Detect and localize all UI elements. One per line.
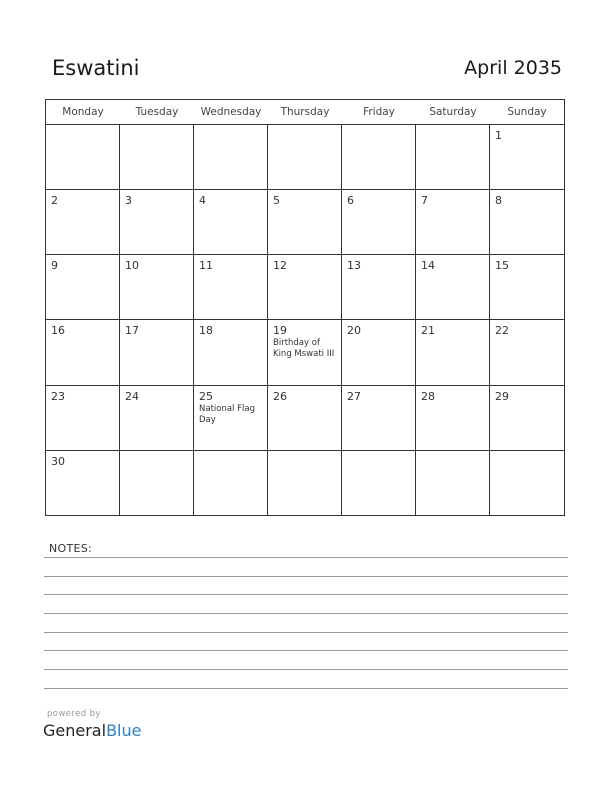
day-number: 20 [347,324,361,338]
weekday-label: Thursday [280,106,330,118]
day-cell[interactable] [342,125,416,190]
notes-label: NOTES: [49,542,93,555]
note-line [44,576,568,577]
note-line [44,632,568,633]
day-cell[interactable] [490,386,564,451]
day-number: 23 [51,389,65,403]
weekday-header [46,100,564,125]
day-number: 1 [495,129,502,142]
day-cell[interactable] [268,255,342,320]
brand-general: General [43,721,107,740]
weekday-label: Saturday [429,106,477,118]
day-cell[interactable] [342,386,416,451]
day-number: 26 [273,389,287,403]
holiday-label: National Flag Day [199,403,255,425]
day-number: 11 [199,259,213,273]
day-cell[interactable] [46,451,120,516]
day-cell[interactable] [194,320,268,385]
day-number: 21 [421,324,435,338]
note-line [44,594,568,595]
day-number: 15 [495,259,509,273]
day-cell[interactable] [268,125,342,190]
day-cell[interactable] [194,125,268,190]
generalblue-logo[interactable] [43,721,141,740]
weekday-label: Friday [363,106,395,118]
day-cell[interactable] [342,320,416,385]
weekday-label: Monday [62,106,104,118]
day-number: 7 [421,194,428,208]
day-cell[interactable] [416,386,490,451]
calendar-grid [45,99,565,516]
day-number: 2 [51,194,58,208]
day-cell[interactable] [416,451,490,516]
powered-by-text: powered by [47,709,101,719]
month-year-title: April 2035 [464,57,562,79]
weekday-label: Sunday [507,106,547,118]
day-number: 14 [421,259,435,273]
day-number: 13 [347,259,361,273]
day-number: 6 [347,194,354,208]
day-cell[interactable] [268,451,342,516]
day-number: 29 [495,389,509,403]
day-cell[interactable] [120,451,194,516]
day-number: 19 [273,324,287,338]
day-cell[interactable] [120,320,194,385]
day-cells [46,125,564,516]
day-cell[interactable] [490,451,564,516]
country-title: Eswatini [52,56,140,80]
note-line [44,669,568,670]
day-cell[interactable] [490,190,564,255]
day-number: 18 [199,324,213,338]
day-cell[interactable] [46,190,120,255]
day-cell[interactable] [490,255,564,320]
day-cell[interactable] [120,190,194,255]
day-number: 30 [51,454,65,468]
holiday-label: Birthday of King Mswati III [273,338,335,360]
day-cell[interactable] [120,255,194,320]
note-line [44,613,568,614]
day-cell[interactable] [194,451,268,516]
day-cell[interactable] [268,386,342,451]
day-cell[interactable] [268,320,342,385]
day-number: 27 [347,389,361,403]
day-number: 28 [421,389,435,403]
day-cell[interactable] [416,255,490,320]
day-cell[interactable] [416,320,490,385]
day-cell[interactable] [490,320,564,385]
day-number: 24 [125,389,139,403]
day-number: 4 [199,194,206,208]
note-line [44,688,568,689]
day-number: 16 [51,324,65,338]
weekday-label: Tuesday [135,106,179,118]
day-cell[interactable] [268,190,342,255]
day-cell[interactable] [194,255,268,320]
day-number: 8 [495,194,502,208]
day-cell[interactable] [342,190,416,255]
day-number: 5 [273,194,280,208]
note-line [44,557,568,558]
brand-blue: Blue [106,721,142,740]
day-cell[interactable] [46,320,120,385]
day-cell[interactable] [46,125,120,190]
day-cell[interactable] [342,255,416,320]
day-cell[interactable] [416,125,490,190]
day-cell[interactable] [46,255,120,320]
day-cell[interactable] [194,190,268,255]
day-number: 22 [495,324,509,338]
weekday-label: Wednesday [200,106,262,118]
day-number: 12 [273,259,287,273]
day-number: 3 [125,194,132,208]
day-cell[interactable] [120,125,194,190]
note-line [44,650,568,651]
day-cell[interactable] [342,451,416,516]
day-cell[interactable] [120,386,194,451]
day-number: 17 [125,324,139,338]
day-cell[interactable] [194,386,268,451]
day-cell[interactable] [490,125,564,190]
day-number: 10 [125,259,139,273]
day-number: 25 [199,389,213,403]
day-cell[interactable] [416,190,490,255]
day-cell[interactable] [46,386,120,451]
day-number: 9 [51,259,58,273]
